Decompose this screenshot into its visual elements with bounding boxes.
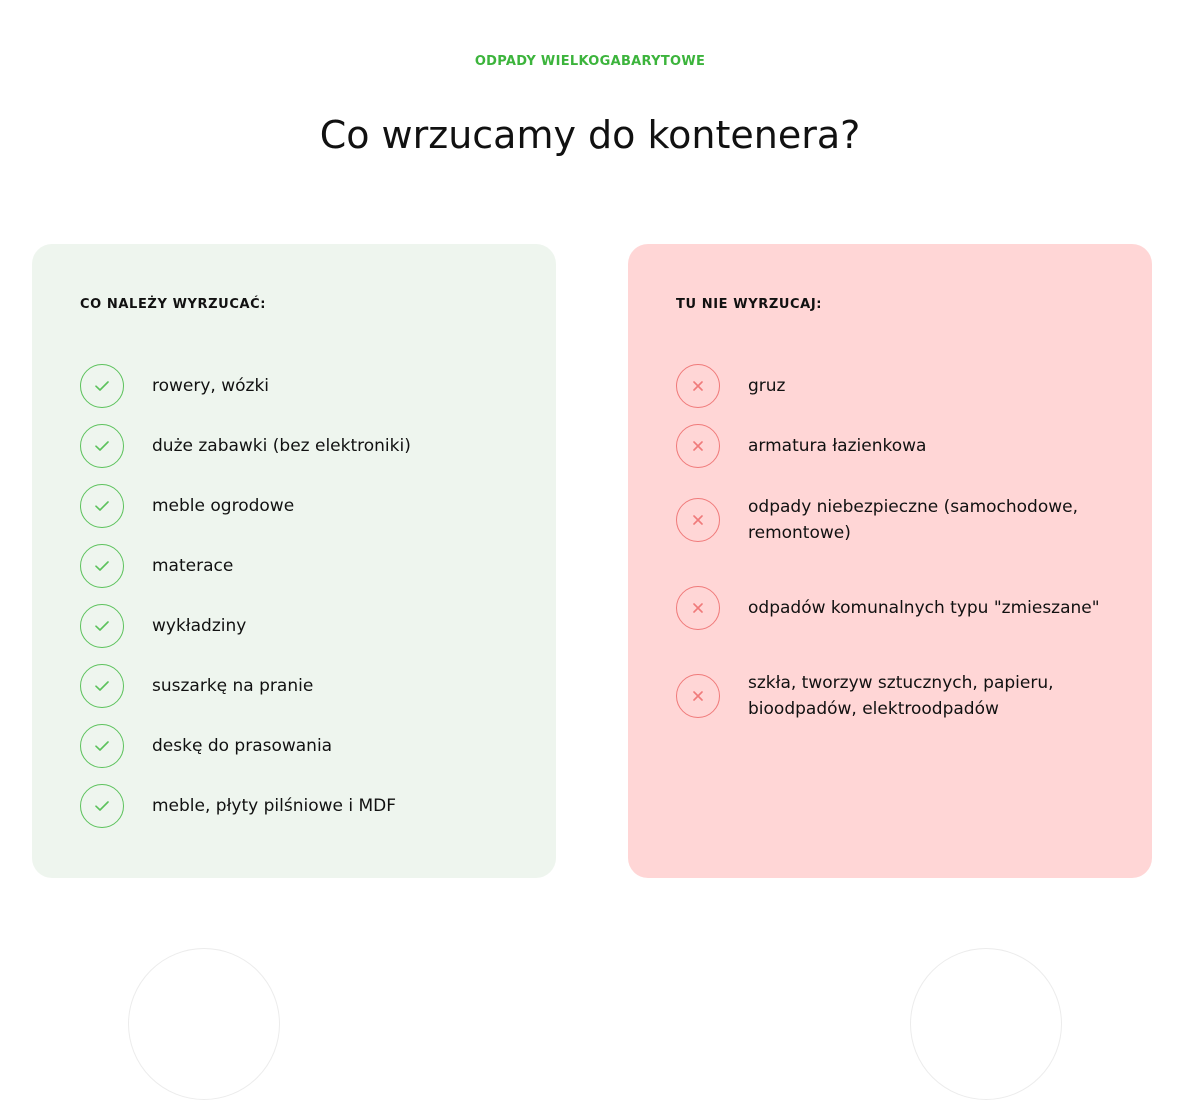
allowed-item [80,716,556,776]
cross-icon [676,586,720,630]
forbidden-item [676,476,1152,564]
allowed-item [80,416,556,476]
check-icon [80,664,124,708]
cross-icon [676,364,720,408]
allowed-item-label: duże zabawki (bez elektroniki) [152,436,411,456]
forbidden-item [676,564,1152,652]
section-eyebrow: ODPADY WIELKOGABARYTOWE [474,54,706,69]
forbidden-item-label: szkła, tworzyw sztucznych, papieru, bioodpadów, elektroodpadów [748,673,1054,719]
forbidden-item-label: odpady niebezpieczne (samochodowe, remontowe) [748,497,1079,543]
check-icon [80,484,124,528]
check-icon [80,724,124,768]
forbidden-item-label: armatura łazienkowa [748,436,927,456]
forbidden-item [676,416,1152,476]
allowed-item [80,776,556,836]
forbidden-card [628,244,1152,878]
allowed-card [32,244,556,878]
allowed-item-label: wykładziny [152,616,247,636]
page-title: Co wrzucamy do kontenera? [319,113,861,157]
check-icon [80,784,124,828]
forbidden-item-label: gruz [748,376,786,396]
allowed-item-label: meble, płyty pilśniowe i MDF [152,796,397,816]
decorative-circle-left [128,948,280,1100]
cross-icon [676,498,720,542]
allowed-item-label: suszarkę na pranie [152,676,314,696]
allowed-item [80,536,556,596]
check-icon [80,364,124,408]
forbidden-item-label: odpadów komunalnych typu "zmieszane" [748,598,1100,618]
forbidden-card-title: TU NIE WYRZUCAJ: [676,297,823,312]
allowed-item [80,656,556,716]
check-icon [80,604,124,648]
cross-icon [676,674,720,718]
forbidden-item [676,652,1152,740]
check-icon [80,544,124,588]
forbidden-item [676,356,1152,416]
forbidden-list [676,356,1152,740]
cross-icon [676,424,720,468]
decorative-circle-right [910,948,1062,1100]
allowed-item [80,476,556,536]
allowed-card-title: CO NALEŻY WYRZUCAĆ: [80,297,267,312]
allowed-item-label: rowery, wózki [152,376,270,396]
allowed-item-label: materace [152,556,234,576]
allowed-item [80,356,556,416]
check-icon [80,424,124,468]
allowed-item [80,596,556,656]
allowed-item-label: deskę do prasowania [152,736,333,756]
allowed-list [80,356,556,836]
allowed-item-label: meble ogrodowe [152,496,295,516]
